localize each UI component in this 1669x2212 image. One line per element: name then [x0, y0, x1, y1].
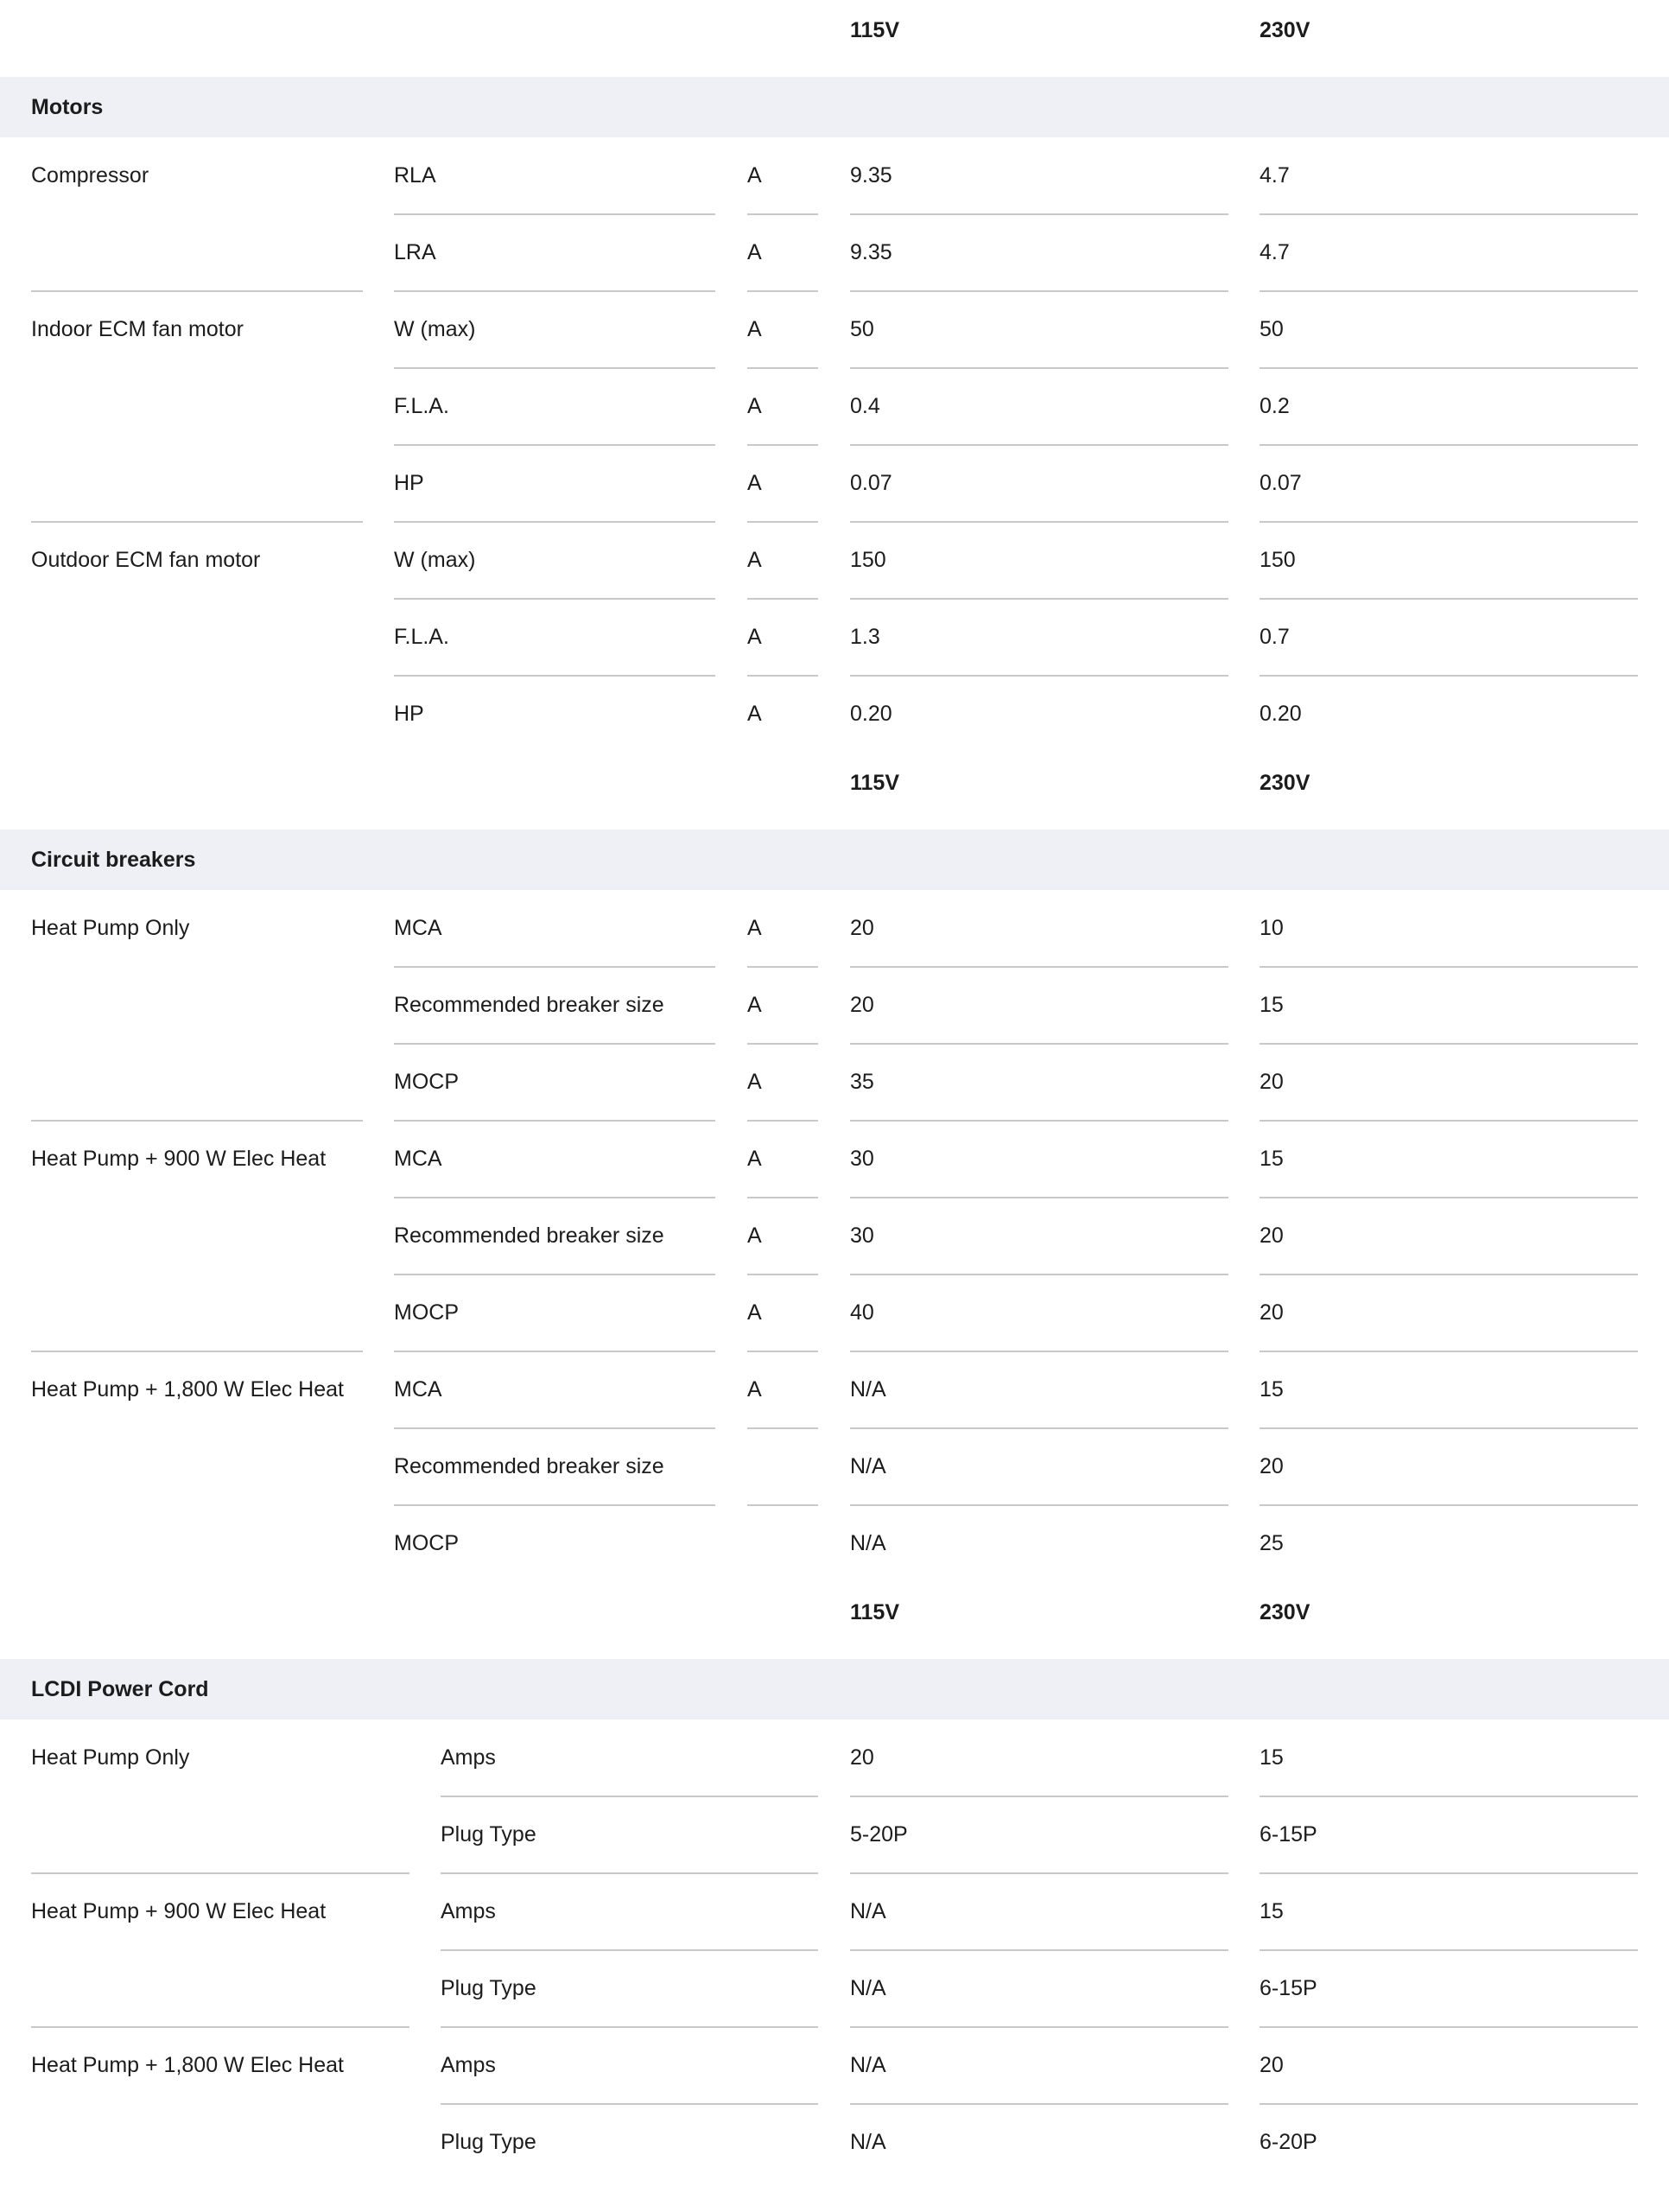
value-115v: 20: [850, 967, 1228, 1045]
table-row: [0, 967, 1669, 1044]
row-group-label: Indoor ECM fan motor: [31, 317, 244, 341]
value-230v: 6-15P: [1260, 1796, 1638, 1874]
value-115v: 20: [850, 1719, 1228, 1797]
table-row: [0, 368, 1669, 445]
value-115v: 50: [850, 291, 1228, 369]
value-115v: 0.07: [850, 445, 1228, 523]
voltage-115v-header: 115V: [850, 1600, 900, 1624]
value-115v: N/A: [850, 2027, 1228, 2105]
section-header: [0, 77, 1669, 137]
section-header: [0, 830, 1669, 890]
table-row: [0, 1873, 1669, 1950]
row-group-label: Outdoor ECM fan motor: [31, 548, 261, 572]
row-group-label: [31, 2104, 409, 2180]
value-115v: 20: [850, 890, 1228, 968]
value-230v: 20: [1260, 1044, 1638, 1122]
value-115v: 5-20P: [850, 1796, 1228, 1874]
value-230v: 15: [1260, 1351, 1638, 1429]
value-230v: 15: [1260, 1873, 1638, 1951]
table-row: [0, 890, 1669, 967]
unit: A: [747, 137, 818, 215]
parameter-name: RLA: [394, 137, 715, 215]
voltage-230v-header: 230V: [1260, 771, 1310, 795]
value-230v: 6-20P: [1260, 2130, 1317, 2154]
parameter-name: MOCP: [394, 1531, 459, 1555]
table-row: [0, 1719, 1669, 1796]
parameter-name: MCA: [394, 1351, 715, 1429]
section-title: Motors: [31, 95, 104, 119]
table-row: [0, 1428, 1669, 1505]
unit: [747, 1505, 818, 1581]
parameter-name: Recommended breaker size: [394, 967, 715, 1045]
unit: A: [747, 599, 818, 677]
row-group-label: Heat Pump + 900 W Elec Heat: [31, 1899, 327, 1923]
parameter-name: Amps: [441, 1873, 818, 1951]
unit: A: [747, 1351, 818, 1429]
unit: A: [747, 368, 818, 446]
voltage-header-row: [0, 753, 1669, 830]
value-230v: 6-15P: [1260, 1950, 1638, 2028]
row-group-label: [31, 599, 363, 675]
value-230v: 0.2: [1260, 368, 1638, 446]
row-group-label: [31, 1796, 409, 1874]
table-row: [0, 214, 1669, 291]
value-230v: 4.7: [1260, 137, 1638, 215]
parameter-name: MOCP: [394, 1044, 715, 1122]
section-header: [0, 1659, 1669, 1719]
value-230v: 15: [1260, 1121, 1638, 1198]
table-row: [0, 1198, 1669, 1274]
parameter-name: Amps: [441, 1719, 818, 1797]
parameter-name: HP: [394, 702, 424, 726]
voltage-230v-header: 230V: [1260, 1600, 1310, 1624]
table-row: [0, 137, 1669, 214]
value-115v: 1.3: [850, 599, 1228, 677]
table-row: [0, 1121, 1669, 1198]
table-row: [0, 676, 1669, 753]
value-115v: 150: [850, 522, 1228, 600]
value-230v: 4.7: [1260, 214, 1638, 292]
value-230v: 20: [1260, 1198, 1638, 1275]
parameter-name: Recommended breaker size: [394, 1198, 715, 1275]
row-group-label: [31, 1505, 363, 1581]
row-group-label: Heat Pump + 1,800 W Elec Heat: [31, 1377, 344, 1402]
row-group-label: Heat Pump + 1,800 W Elec Heat: [31, 2053, 344, 2077]
parameter-name: F.L.A.: [394, 599, 715, 677]
parameter-name: Plug Type: [441, 1950, 818, 2028]
unit: A: [747, 1198, 818, 1275]
unit: A: [747, 522, 818, 600]
value-230v: 15: [1260, 1719, 1638, 1797]
value-230v: 150: [1260, 522, 1638, 600]
value-115v: 40: [850, 1274, 1228, 1352]
parameter-name: HP: [394, 445, 715, 523]
value-115v: N/A: [850, 1428, 1228, 1506]
voltage-header-row: [0, 1582, 1669, 1659]
value-230v: 0.20: [1260, 702, 1302, 726]
value-115v: N/A: [850, 1531, 886, 1555]
table-row: [0, 2104, 1669, 2181]
value-230v: 20: [1260, 1274, 1638, 1352]
table-row: [0, 599, 1669, 676]
section-title: Circuit breakers: [31, 848, 196, 872]
row-group-label: [31, 967, 363, 1043]
value-115v: 30: [850, 1121, 1228, 1198]
row-group-label: [31, 214, 363, 292]
parameter-name: Plug Type: [441, 1796, 818, 1874]
unit: A: [747, 702, 762, 726]
unit: A: [747, 445, 818, 523]
voltage-230v-header: 230V: [1260, 18, 1310, 42]
table-row: [0, 2027, 1669, 2104]
parameter-name: LRA: [394, 214, 715, 292]
value-230v: 50: [1260, 291, 1638, 369]
table-row: [0, 1044, 1669, 1121]
row-group-label: Heat Pump Only: [31, 1745, 190, 1770]
row-group-label: [31, 1274, 363, 1352]
parameter-name: MCA: [394, 1121, 715, 1198]
unit: A: [747, 890, 818, 968]
row-group-label: [31, 1950, 409, 2028]
value-115v: 0.4: [850, 368, 1228, 446]
unit: [747, 1428, 818, 1506]
voltage-header-row: [0, 0, 1669, 77]
row-group-label: [31, 1044, 363, 1122]
value-115v: 30: [850, 1198, 1228, 1275]
parameter-name: W (max): [394, 291, 715, 369]
unit: A: [747, 1044, 818, 1122]
unit: A: [747, 214, 818, 292]
parameter-name: Plug Type: [441, 2130, 536, 2154]
table-row: [0, 1351, 1669, 1428]
table-row: [0, 1274, 1669, 1351]
value-115v: N/A: [850, 1950, 1228, 2028]
table-row: [0, 1796, 1669, 1873]
row-group-label: [31, 676, 363, 752]
parameter-name: W (max): [394, 522, 715, 600]
value-115v: N/A: [850, 2130, 886, 2154]
value-230v: 0.07: [1260, 445, 1638, 523]
value-230v: 10: [1260, 890, 1638, 968]
row-group-label: [31, 368, 363, 444]
parameter-name: Recommended breaker size: [394, 1428, 715, 1506]
value-230v: 15: [1260, 967, 1638, 1045]
value-230v: 20: [1260, 2027, 1638, 2105]
unit: A: [747, 1121, 818, 1198]
unit: A: [747, 967, 818, 1045]
value-115v: 9.35: [850, 214, 1228, 292]
value-230v: 20: [1260, 1428, 1638, 1506]
parameter-name: MOCP: [394, 1274, 715, 1352]
parameter-name: Amps: [441, 2027, 818, 2105]
row-group-label: [31, 1428, 363, 1504]
value-230v: 25: [1260, 1531, 1284, 1555]
table-row: [0, 1950, 1669, 2027]
value-115v: 0.20: [850, 702, 892, 726]
row-group-label: [31, 1198, 363, 1274]
unit: A: [747, 291, 818, 369]
table-row: [0, 291, 1669, 368]
parameter-name: MCA: [394, 890, 715, 968]
value-115v: N/A: [850, 1873, 1228, 1951]
value-115v: 9.35: [850, 137, 1228, 215]
value-115v: N/A: [850, 1351, 1228, 1429]
unit: A: [747, 1274, 818, 1352]
row-group-label: Compressor: [31, 163, 149, 188]
section-title: LCDI Power Cord: [31, 1677, 209, 1701]
table-row: [0, 1505, 1669, 1582]
row-group-label: [31, 445, 363, 523]
table-row: [0, 522, 1669, 599]
voltage-115v-header: 115V: [850, 771, 900, 795]
row-group-label: Heat Pump Only: [31, 916, 190, 940]
parameter-name: F.L.A.: [394, 368, 715, 446]
voltage-115v-header: 115V: [850, 18, 900, 42]
value-115v: 35: [850, 1044, 1228, 1122]
table-row: [0, 445, 1669, 522]
row-group-label: Heat Pump + 900 W Elec Heat: [31, 1147, 327, 1171]
value-230v: 0.7: [1260, 599, 1638, 677]
